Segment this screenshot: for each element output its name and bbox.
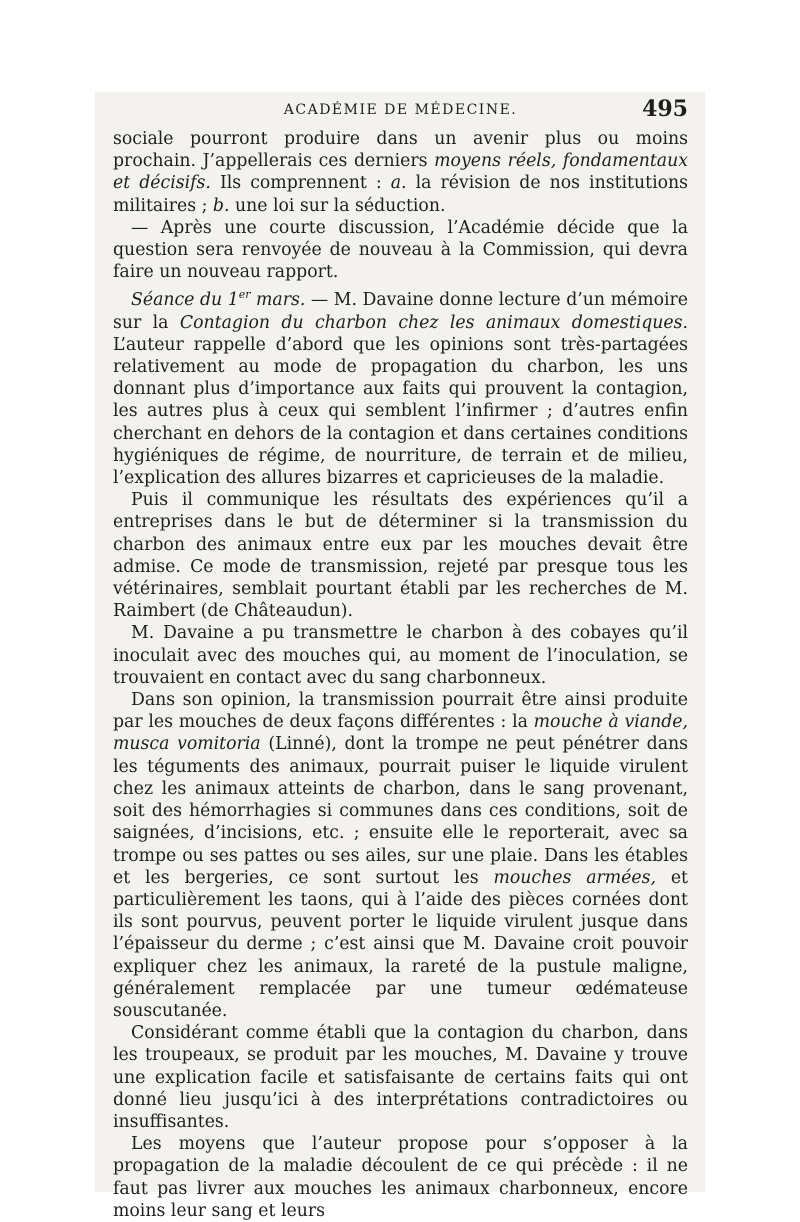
paragraph bbox=[113, 217, 688, 284]
italic-text: er bbox=[238, 288, 251, 302]
text-run: Ils comprennent : bbox=[210, 173, 391, 194]
page-number: 495 bbox=[642, 96, 688, 122]
paragraph bbox=[113, 1133, 688, 1222]
italic-text: mouche à viande, musca vomitoria bbox=[113, 712, 688, 755]
italic-text: moyens réels, fondamentaux et décisifs. bbox=[113, 151, 688, 194]
italic-text: Contagion du charbon chez les animaux domestiques. bbox=[179, 312, 688, 333]
text-run: une loi sur la séduction. bbox=[229, 195, 446, 216]
text-run: Puis il communique les résultats des expériences qu’il a entreprises dans le but de déterminer si la transmission du charbon des animaux entre eux par les mouches devait être admise. Ce mode de transmission, rejeté par presque tous les vétérinaires, semblait pourtant établi par les recherches de M. Raimbert (de Châteaudun). bbox=[113, 490, 688, 622]
text-run: L’auteur rappelle d’abord que les opinions sont très-partagées relativement au mode de propagation du charbon, les uns donnant plus d’importance aux faits qui prouvent la contagion, les autres plus à ceux qui semblent l’infirmer ; d’autres enfin cherchant en dehors de la contagion et dans certaines conditions hygiéniques de régime, de nourriture, de terrain et de milieu, l’explication des allures bizarres et capricieuses de la maladie. bbox=[113, 334, 688, 489]
italic-text: mars. bbox=[250, 290, 306, 311]
italic-text: a. bbox=[390, 173, 407, 194]
italic-text: b. bbox=[212, 195, 230, 216]
body-text bbox=[113, 128, 688, 1222]
text-run: sociale pourront produire dans un avenir plus ou moins prochain. J’appellerais ces derniers bbox=[113, 129, 688, 172]
running-title: ACADÉMIE DE MÉDECINE. bbox=[283, 102, 518, 118]
paragraph bbox=[113, 689, 688, 1022]
text-run: — Après une courte discussion, l’Académie décide que la question sera renvoyée de nouveau à la Commission, qui devra faire un nouveau rapport. bbox=[113, 217, 688, 283]
text-run: et particulièrement les taons, qui à l’aide des pièces cornées dont ils sont pourvus, peuvent porter le liquide virulent jusque dans l’épaisseur du derme ; c’est ainsi que M. Davaine croit pouvoir expliquer chez les animaux, la rareté de la pustule maligne, généralement remplacée par une tumeur œdémateuse souscutanée. bbox=[113, 867, 688, 1021]
paragraph bbox=[113, 622, 688, 689]
text-run: la révision de nos institutions militaires ; bbox=[113, 173, 688, 216]
paragraph bbox=[113, 489, 688, 622]
paragraph bbox=[113, 128, 688, 217]
text-run: (Linné), dont la trompe ne peut pénétrer dans les téguments des animaux, pourrait puiser le liquide virulent chez les animaux atteints de charbon, dans le sang provenant, soit des hémorrhagies si communes dans ces conditions, soit de saignées, d’incisions, etc. ; ensuite elle le reporterait, avec sa trompe ou ses pattes ou ses ailes, sur une plaie. Dans les étables et les bergeries, ce sont surtout les bbox=[113, 734, 688, 888]
text-run: M. Davaine a pu transmettre le charbon à des cobayes qu’il inoculait avec des mouches qui, au moment de l’inoculation, se trouvaient en contact avec du sang charbonneux. bbox=[113, 623, 688, 688]
paragraph bbox=[113, 1022, 688, 1133]
text-run: Dans son opinion, la transmission pourrait être ainsi produite par les mouches de deux façons différentes : la bbox=[113, 690, 688, 733]
text-run: Les moyens que l’auteur propose pour s’opposer à la propagation de la maladie découlent de ce qui précède : il ne faut pas livrer aux mouches les animaux charbonneux, encore moins leur sang et leurs bbox=[113, 1134, 688, 1221]
italic-text: mouches armées, bbox=[493, 867, 656, 888]
text-run: Considérant comme établi que la contagion du charbon, dans les troupeaux, se produit par les mouches, M. Davaine y trouve une explication facile et satisfaisante de certains faits qui ont donné lieu jusqu’ici à des interprétations contradictoires ou insuffisantes. bbox=[113, 1023, 688, 1132]
text-run: — M. Davaine donne lecture d’un mémoire sur la bbox=[113, 290, 688, 333]
document-page bbox=[113, 96, 688, 1222]
italic-text: Séance du 1 bbox=[131, 290, 239, 311]
paragraph bbox=[113, 289, 688, 489]
page-header bbox=[113, 96, 688, 128]
